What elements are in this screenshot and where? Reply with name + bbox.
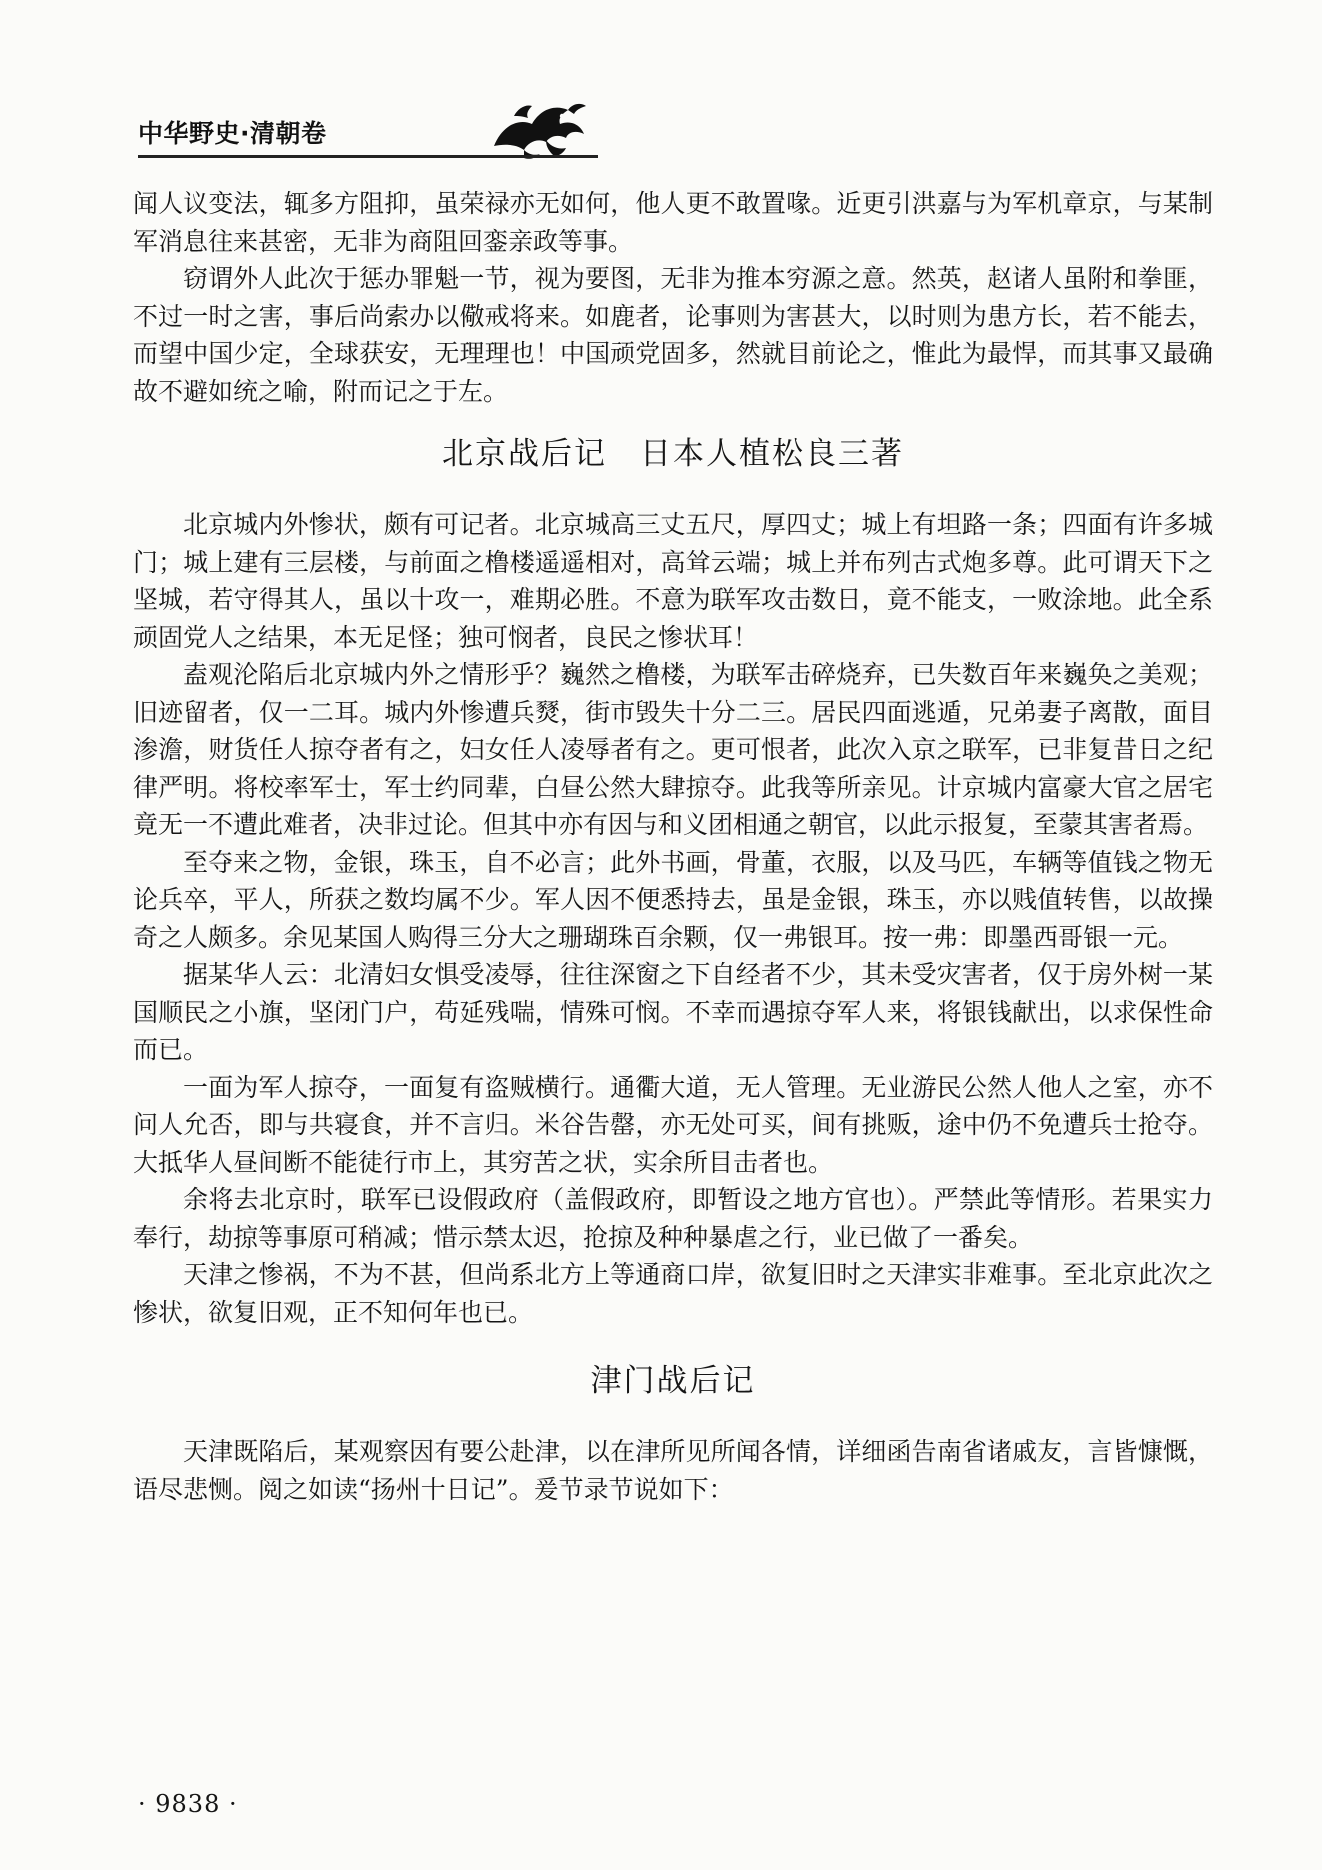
paragraph: 据某华人云：北清妇女惧受凌辱，往往深窗之下自经者不少，其未受灾害者，仅于房外树一某国顺民之小旗，坚闭门户，苟延残喘，情殊可悯。不幸而遇掠夺军人来，将银钱献出，以求保性命而已。 [133,960,1213,1064]
dragon-emblem-icon [484,96,594,162]
running-title: 中华野史·清朝卷 [138,119,327,148]
paragraph: 北京城内外惨状，颇有可记者。北京城高三丈五尺，厚四丈；城上有坦路一条；四面有许多城门；城上建有三层楼，与前面之橹楼遥遥相对，高耸云端；城上并布列古式炮多尊。此可谓天下之坚城，若守得其人，虽以十攻一，难期必胜。不意为联军攻击数日，竟不能支，一败涂地。此全系顽固党人之结果，本无足怪；独可悯者，良民之惨状耳！ [133,510,1213,652]
paragraph: 一面为军人掠夺，一面复有盗贼横行。通衢大道，无人管理。无业游民公然人他人之室，亦不问人允否，即与共寝食，并不言归。米谷告罄，亦无处可买，间有挑贩，途中仍不免遭兵士抢夺。大抵华人昼间断不能徒行市上，其穷苦之状，实余所目击者也。 [133,1072,1213,1177]
section-title: 北京战后记 日本人植松良三著 [442,436,904,472]
paragraph: 天津既陷后，某观察因有要公赴津，以在津所见所闻各情，详细函告南省诸戚友，言皆慷慨，语尽悲恻。阅之如读“扬州十日记”。爰节录节说如下： [133,1437,1213,1504]
paragraph: 天津之惨祸，不为不甚，但尚系北方上等通商口岸，欲复旧时之天津实非难事。至北京此次之惨状，欲复旧观，正不知何年也已。 [133,1260,1213,1327]
paragraph: 窃谓外人此次于惩办罪魁一节，视为要图，无非为推本穷源之意。然英，赵诸人虽附和拳匪，不过一时之害，事后尚索办以儆戒将来。如鹿者，论事则为害甚大，以时则为患方长，若不能去，而望中国少定，全球获安，无理理也！中国顽党固多，然就目前论之，惟此为最悍，而其事又最确故不避如统之喻，附而记之于左。 [133,264,1213,406]
header-rule [138,155,598,158]
page-number: · 9838 · [138,1790,238,1818]
paragraph: 闻人议变法，辄多方阻抑，虽荣禄亦无如何，他人更不敢置喙。近更引洪嘉与为军机章京，与某制军消息往来甚密，无非为商阻回銮亲政等事。 [133,189,1213,256]
section-title: 津门战后记 [590,1363,756,1399]
paragraph: 余将去北京时，联军已设假政府（盖假政府，即暂设之地方官也）。严禁此等情形。若果实力奉行，劫掠等事原可稍减；惜示禁太迟，抢掠及种种暴虐之行，业已做了一番矣。 [133,1185,1213,1252]
page-header [138,96,1238,162]
paragraph: 至夺来之物，金银，珠玉，自不必言；此外书画，骨董，衣服，以及马匹，车辆等值钱之物无论兵卒，平人，所获之数均属不少。军人因不便悉持去，虽是金银，珠玉，亦以贱值转售，以故操奇之人颇多。余见某国人购得三分大之珊瑚珠百余颗，仅一弗银耳。按一弗：即墨西哥银一元。 [133,847,1213,952]
paragraph: 盍观沦陷后北京城内外之情形乎？巍然之橹楼，为联军击碎烧弃，已失数百年来巍奂之美观；旧迹留者，仅一二耳。城内外惨遭兵燹，街市毁失十分二三。居民四面逃遁，兄弟妻子离散，面目渗澹，财货任人掠夺者有之，妇女任人凌辱者有之。更可恨者，此次入京之联军，已非复昔日之纪律严明。将校率军士，军士约同辈，白昼公然大肆掠夺。此我等所亲见。计京城内富豪大官之居宅竟无一不遭此难者，决非过论。但其中亦有因与和义团相通之朝官，以此示报复，至蒙其害者焉。 [133,660,1213,839]
page-body [133,185,1213,1508]
